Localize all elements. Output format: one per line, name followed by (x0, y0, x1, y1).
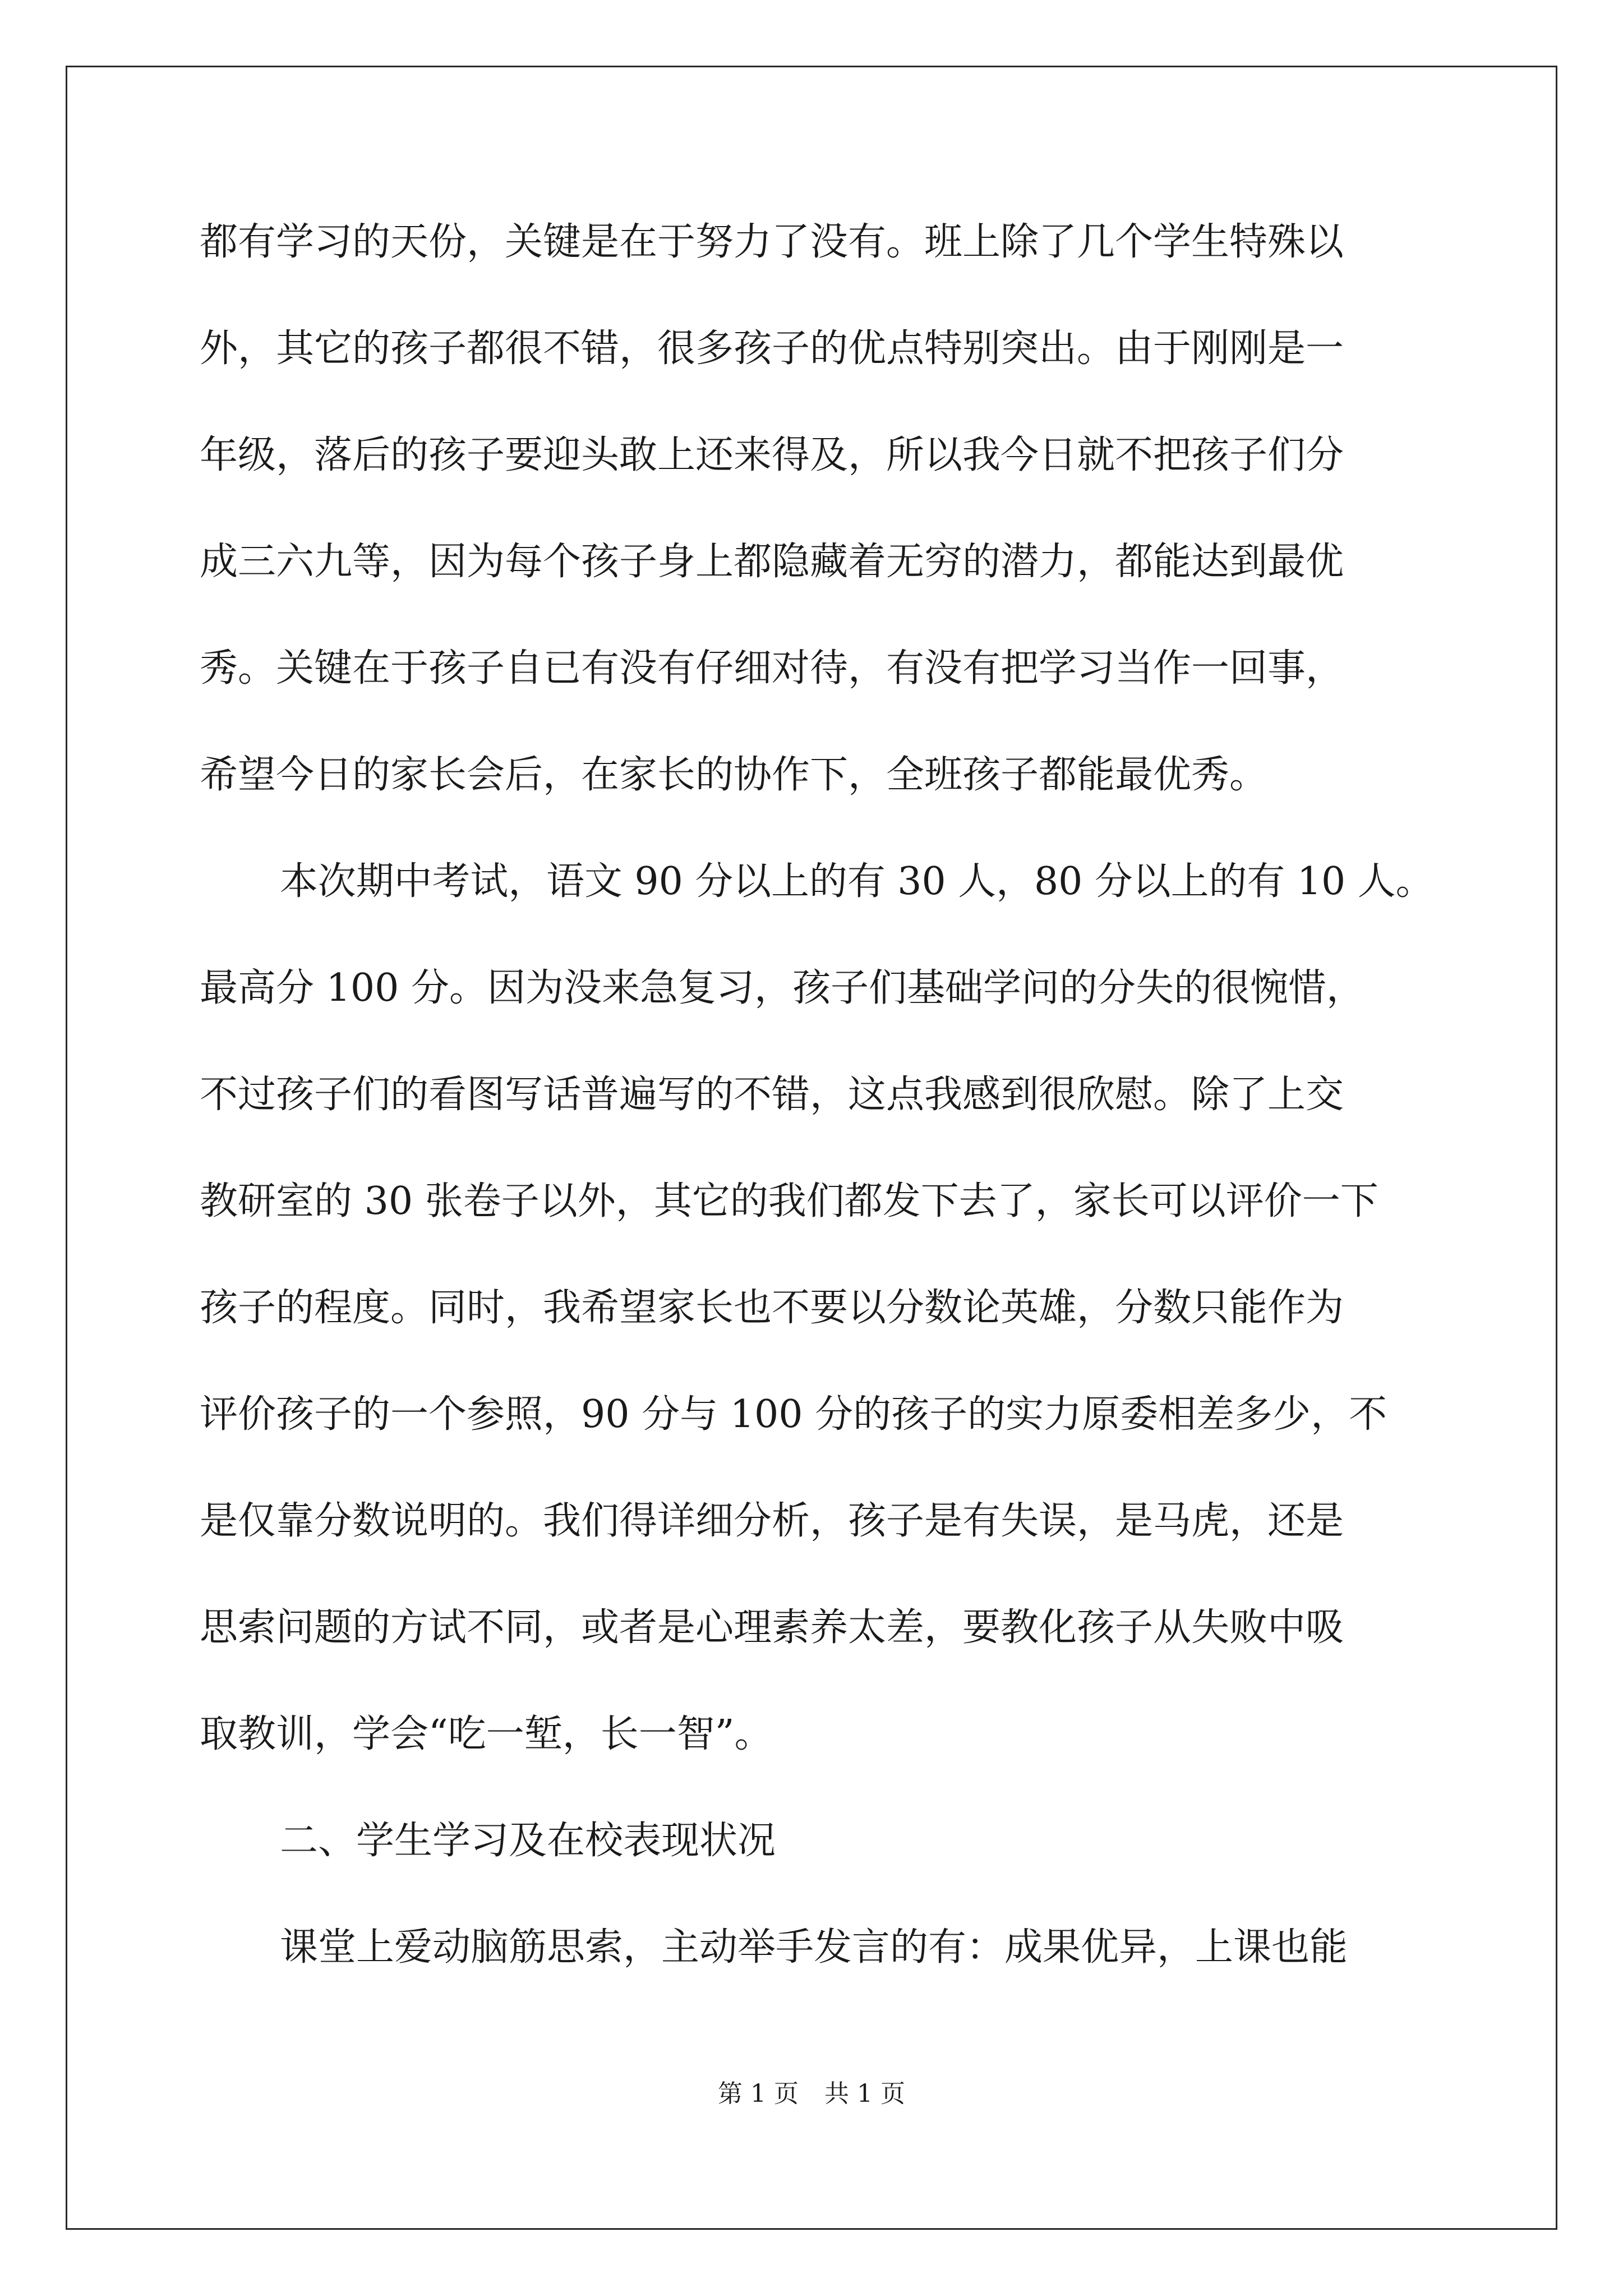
page-total: 共 1 页 (824, 2079, 905, 2108)
page-border (66, 66, 1557, 2230)
text-line: 都有学习的天份，关键是在于努力了没有。班上除了几个学生特殊以 (200, 220, 1344, 264)
text-line: 孩子的程度。同时，我希望家长也不要以分数论英雄，分数只能作为 (200, 1286, 1344, 1330)
text-line: 是仅靠分数说明的。我们得详细分析，孩子是有失误，是马虎，还是 (200, 1499, 1344, 1543)
text-line: 不过孩子们的看图写话普遍写的不错，这点我感到很欣慰。除了上交 (200, 1073, 1344, 1117)
page-footer (0, 2079, 1623, 2109)
text-line: 秀。关键在于孩子自已有没有仔细对待，有没有把学习当作一回事， (200, 646, 1344, 691)
text-line: 成三六九等，因为每个孩子身上都隐藏着无穷的潜力，都能达到最优 (200, 540, 1344, 584)
text-line: 外，其它的孩子都很不错，很多孩子的优点特别突出。由于刚刚是一 (200, 326, 1344, 371)
text-line: 年级，落后的孩子要迎头敢上还来得及，所以我今日就不把孩子们分 (200, 433, 1344, 477)
page-number: 第 1 页 (718, 2079, 799, 2108)
text-line: 最高分 100 分。因为没来急复习，孩子们基础学问的分失的很惋惜， (200, 966, 1365, 1010)
text-line: 取教训，学会“吃一堑，长一智”。 (200, 1712, 773, 1756)
text-line: 评价孩子的一个参照，90 分与 100 分的孩子的实力原委相差多少，不 (200, 1392, 1387, 1437)
text-line: 教研室的 30 张卷子以外，其它的我们都发下去了，家长可以评价一下 (200, 1179, 1378, 1223)
text-line: 希望今日的家长会后，在家长的协作下，全班孩子都能最优秀。 (200, 753, 1268, 797)
paragraph-first-line: 课堂上爱动脑筋思索，主动举手发言的有：成果优异，上课也能 (280, 1925, 1348, 1970)
paragraph-first-line: 本次期中考试，语文 90 分以上的有 30 人，80 分以上的有 10 人。 (280, 859, 1434, 904)
section-heading: 二、学生学习及在校表现状况 (280, 1819, 776, 1863)
text-line: 思索问题的方试不同，或者是心理素养太差，要教化孩子从失败中吸 (200, 1605, 1344, 1650)
